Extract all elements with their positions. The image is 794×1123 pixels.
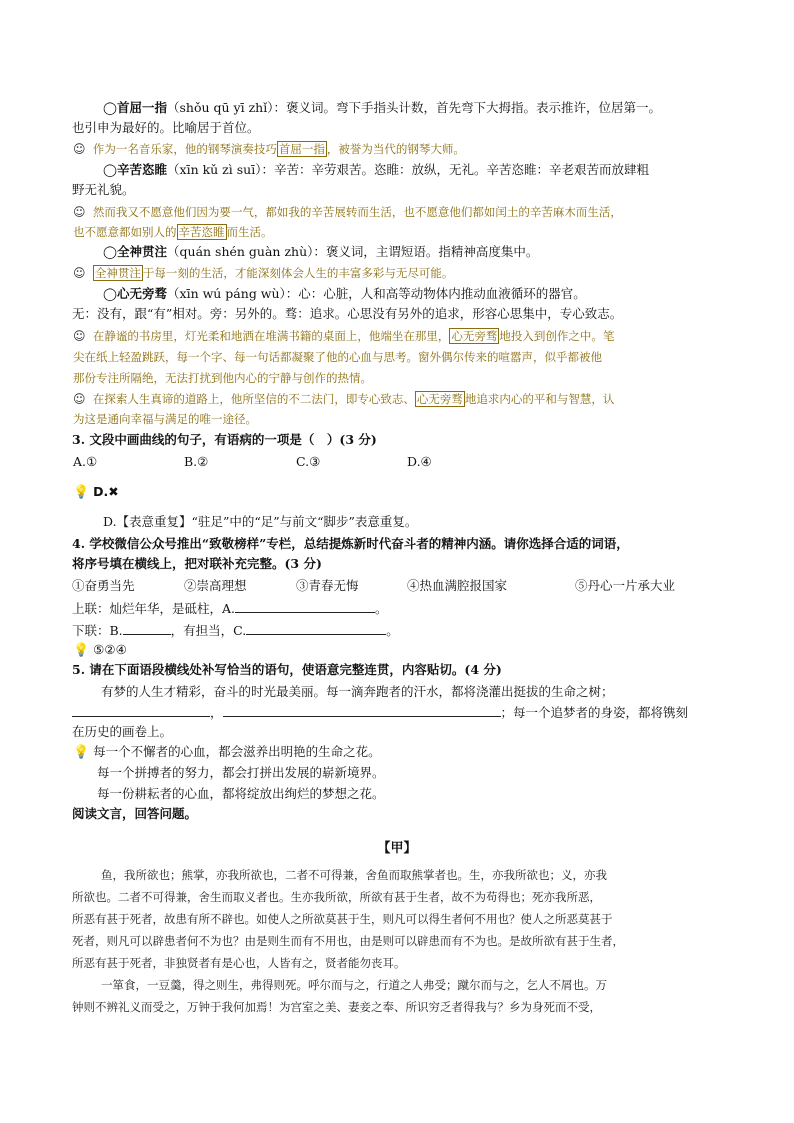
classical-line: 所欲也。二者不可得兼，舍生而取义者也。生亦我所欲，所欲有甚于生者，故不为苟得也；死亦我所恶， [72, 890, 601, 904]
couplet-lower [72, 621, 399, 640]
answer-text: D.✖ [93, 484, 119, 499]
idiom-definition: （xīn kǔ zì suī）：辛苦：辛劳艰苦。恣睢：放纵，无礼。辛苦恣睢：辛老艰苦而放肆粗 [167, 162, 649, 177]
question-5-answer-2: 每一个拼搏者的努力，都会打拼出发展的崭新境界。 [97, 765, 385, 780]
blank-field-c[interactable] [246, 621, 386, 635]
idiom-example-cont: 尖在纸上轻盈跳跃，每一个字、每一句话都凝聚了他的心血与思考。窗外偶尔传来的喧嚣声，似乎都被他 [73, 350, 602, 364]
circle-icon: ◯ [103, 100, 117, 115]
idiom-example [73, 140, 465, 158]
smile-icon: ☺ [73, 266, 86, 280]
question-5-stem: 5. 请在下面语段横线处补写恰当的语句，使语意完整连贯，内容贴切。(4 分) [72, 662, 502, 677]
blank-field-b[interactable] [123, 621, 171, 635]
question-5-paragraph-end: 在历史的画卷上。 [72, 724, 173, 739]
couplet-text: 。 [375, 601, 388, 616]
question-5-answer-3: 每一份耕耘者的心血，都将绽放出绚烂的梦想之花。 [97, 786, 385, 801]
idiom-definition: （xīn wú páng wù）：心：心脏，人和高等动物体内推动血液循环的器官。 [167, 286, 586, 301]
example-text: 而生活。 [226, 225, 273, 239]
question-3-explanation: D.【表意重复】“驻足”中的“足”与前文“脚步”表意重复。 [103, 514, 418, 529]
lightbulb-icon: 💡 [73, 745, 90, 760]
couplet-upper [72, 599, 388, 618]
example-text: 在探索人生真谛的道路上，他所坚信的不二法门，即专心致志、 [92, 392, 415, 406]
idiom-definition: （shǒu qū yī zhǐ）：褒义词。弯下手指头计数，首先弯下大拇指。表示推许，位居第一。 [167, 100, 661, 115]
question-4-answer [73, 641, 127, 660]
question-5-blanks [72, 703, 688, 722]
idiom-definition-cont: 野无礼貌。 [72, 182, 135, 197]
idiom-entry-4 [103, 285, 586, 303]
question-4-stem-cont: 将序号填在横线上，把对联补充完整。(3 分) [72, 556, 322, 571]
circle-icon: ◯ [103, 162, 117, 177]
example-text: 在静谧的书房里，灯光柔和地洒在堆满书籍的桌面上，他端坐在那里， [92, 329, 450, 343]
idiom-title: 首屈一指 [117, 100, 168, 115]
question-3-answer [73, 483, 119, 502]
idiom-title: 辛苦恣睢 [117, 162, 168, 177]
idiom-example-cont [73, 223, 273, 241]
example-text: 也不愿意都如别人的 [73, 225, 177, 239]
answer-text: 每一个不懈者的心血，都会滋养出明艳的生命之花。 [93, 744, 381, 759]
example-text: 地投入到创作之中。笔 [499, 329, 615, 343]
smile-icon: ☺ [73, 329, 86, 343]
couplet-text: 下联：B. [72, 623, 123, 638]
reading-prompt: 阅读文言，回答问题。 [72, 806, 198, 821]
classical-line: 一箪食，一豆羹，得之则生，弗得则死。呼尔而与之，行道之人弗受；蹴尔而与之，乞人不屑也。万 [101, 978, 607, 992]
idiom-definition: （quán shén guàn zhù）：褒义词，主谓短语。指精神高度集中。 [167, 244, 539, 259]
question-4-choice-3: ③青春无悔 [296, 578, 359, 593]
idiom-example [73, 203, 622, 221]
blank-field-a[interactable] [235, 599, 375, 613]
question-3-stem: 3. 文段中画曲线的句子，有语病的一项是（ ）(3 分) [72, 432, 377, 447]
idiom-title: 全神贯注 [117, 244, 168, 259]
example-text: 然而我又不愿意他们因为要一气，都如我的辛苦展转而生活，也不愿意他们都如闰土的辛苦麻木而生活， [92, 205, 622, 219]
question-4-choice-1: ①奋勇当先 [72, 578, 135, 593]
classical-line: 所恶有甚于死者，故患有所不辟也。如使人之所欲莫甚于生，则凡可以得生者何不用也？使人之所恶莫甚于 [72, 912, 613, 926]
couplet-text: ，有担当，C. [170, 623, 247, 638]
classical-line: 死者，则凡可以辟患者何不为也？由是则生而有不用也，由是则可以辟患而有不为也。是故所欲有甚于生者， [72, 934, 624, 948]
idiom-example [73, 390, 614, 408]
idiom-entry-2 [103, 161, 649, 179]
circle-icon: ◯ [103, 286, 117, 301]
example-text: 地追求内心的平和与智慧，认 [464, 392, 615, 406]
idiom-entry-3 [103, 243, 538, 261]
idiom-definition-cont: 也引申为最好的。比喻居于首位。 [72, 120, 260, 135]
example-text: 于每一刻的生活，才能深刻体会人生的丰富多彩与无尽可能。 [142, 266, 454, 280]
example-keyword: 首屈一指 [278, 142, 325, 156]
circle-icon: ◯ [103, 244, 117, 259]
example-keyword: 心无旁骛 [451, 329, 498, 343]
smile-icon: ☺ [73, 142, 86, 156]
classical-line: 鱼，我所欲也；熊掌，亦我所欲也，二者不可得兼，舍鱼而取熊掌者也。生，亦我所欲也；义，亦我 [101, 868, 607, 882]
question-5-paragraph: 有梦的人生才精彩，奋斗的时光最美丽。每一滴奔跑者的汗水，都将浇灌出挺拔的生命之树； [101, 684, 614, 699]
idiom-entry-1 [103, 99, 661, 117]
question-3-option-a[interactable]: A.① [73, 454, 98, 469]
couplet-text: 。 [386, 623, 399, 638]
smile-icon: ☺ [73, 205, 86, 219]
question-4-choice-2: ②崇高理想 [184, 578, 247, 593]
example-text: 作为一名音乐家，他的钢琴演奏技巧 [92, 142, 277, 156]
idiom-definition-cont: 无：没有，跟“有”相对。旁：另外的。骛：追求。心思没有另外的追求，形容心思集中，专心致志。 [72, 306, 623, 321]
example-keyword: 全神贯注 [94, 266, 141, 280]
idiom-example-cont: 为这是通向幸福与满足的唯一途径。 [73, 412, 257, 426]
classical-line: 所恶有甚于死者，非独贤者有是心也，人皆有之，贤者能勿丧耳。 [72, 956, 406, 970]
idiom-title: 心无旁骛 [117, 286, 168, 301]
example-text: ，被誉为当代的钢琴大师。 [326, 142, 465, 156]
question-3-option-c[interactable]: C.③ [296, 454, 321, 469]
blank-field-2[interactable] [223, 703, 501, 717]
question-4-stem: 4. 学校微信公众号推出“致敬榜样”专栏，总结提炼新时代奋斗者的精神内涵。请你选择合适的词语， [72, 536, 629, 551]
question-3-option-d[interactable]: D.④ [407, 454, 432, 469]
question-4-choice-5: ⑤丹心一片承大业 [575, 578, 676, 593]
idiom-example-cont: 那份专注所隔绝，无法打扰到他内心的宁静与创作的热情。 [73, 371, 372, 385]
question-5-answer-1 [73, 743, 381, 762]
question-3-option-b[interactable]: B.② [184, 454, 209, 469]
couplet-text: 上联：灿烂年华，是砥柱，A. [72, 601, 236, 616]
reading-heading: 【甲】 [377, 841, 417, 856]
blank-field-1[interactable] [72, 703, 210, 717]
lightbulb-icon: 💡 [73, 643, 90, 658]
punct: ， [210, 705, 223, 720]
question-4-choice-4: ④热血满腔报国家 [407, 578, 508, 593]
smile-icon: ☺ [73, 392, 86, 406]
idiom-example [73, 264, 453, 282]
example-keyword: 辛苦恣睢 [178, 225, 225, 239]
paragraph-text: ；每一个追梦者的身姿，都将镌刻 [500, 705, 689, 720]
answer-text: ⑤②④ [93, 642, 127, 657]
example-keyword: 心无旁骛 [416, 392, 463, 406]
classical-line: 钟则不辨礼义而受之，万钟于我何加焉！为宫室之美、妻妾之奉、所识穷乏者得我与？乡为身死而不受， [72, 1000, 601, 1014]
lightbulb-icon: 💡 [73, 485, 90, 500]
idiom-example [73, 327, 614, 345]
